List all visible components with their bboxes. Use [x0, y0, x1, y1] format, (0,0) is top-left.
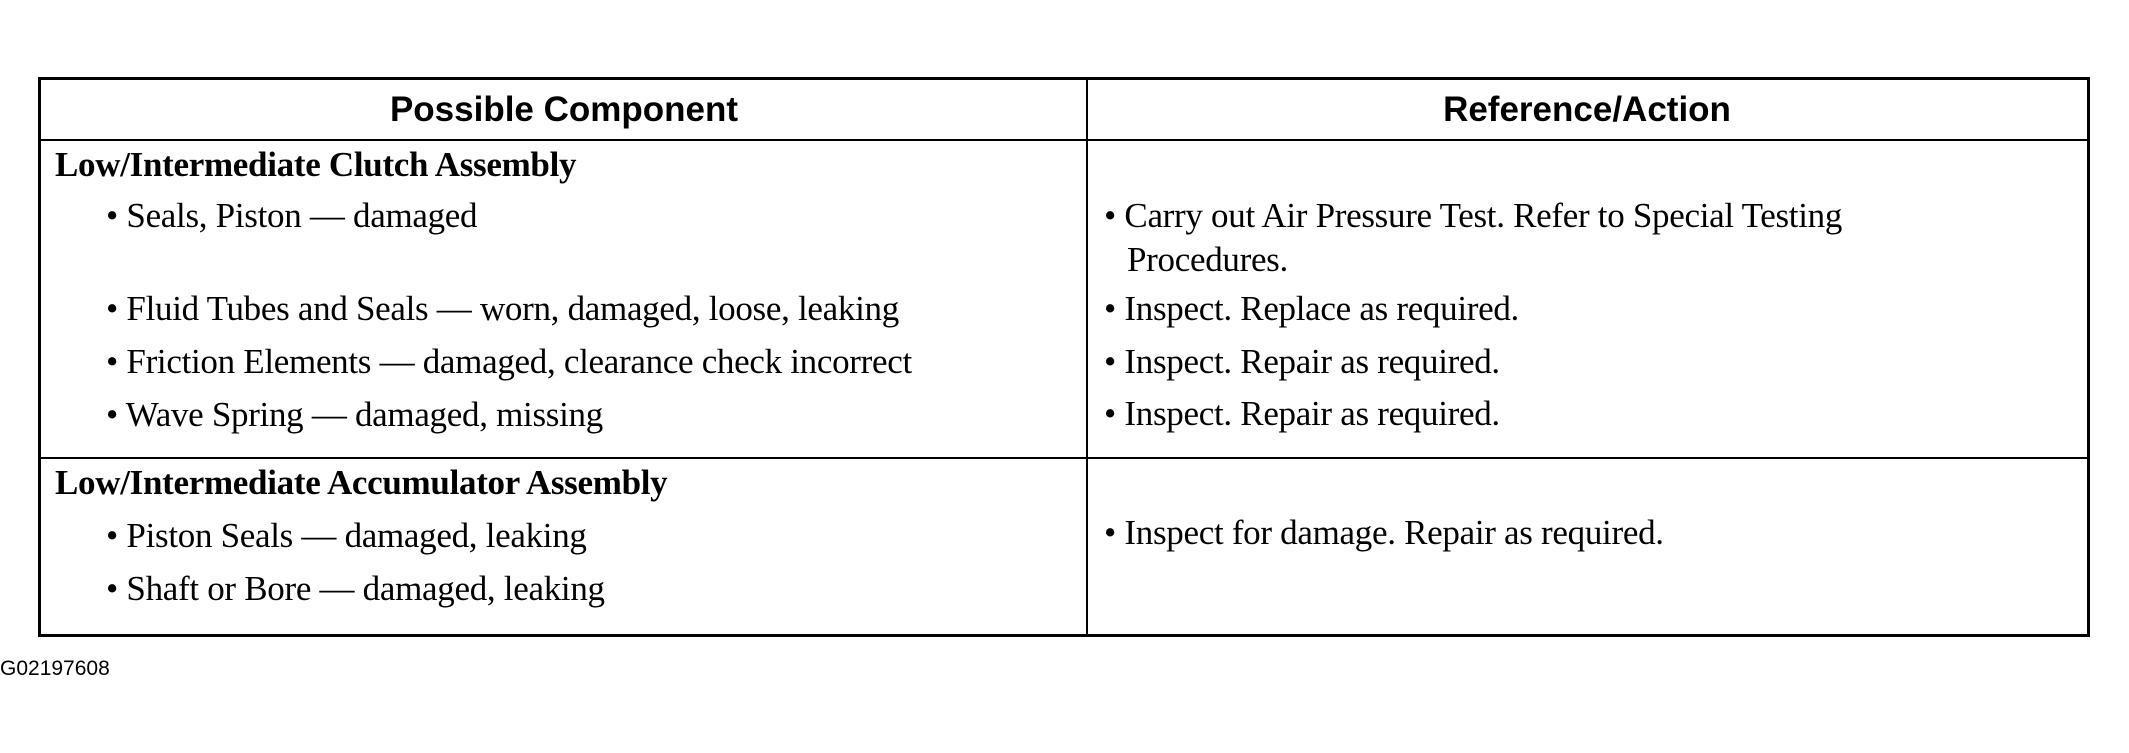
table-row-clutch-assembly [41, 141, 2087, 459]
action-item: • Inspect. Repair as required. [1104, 394, 1500, 433]
component-item: • Friction Elements — damaged, clearance check incorrect [106, 342, 912, 381]
group-title-accumulator-assembly: Low/Intermediate Accumulator Assembly [55, 463, 668, 502]
header-reference-action: Reference/Action [1443, 89, 1731, 129]
table-header-row [41, 80, 2087, 141]
table-row-accumulator-assembly [41, 459, 2087, 634]
figure-id: G02197608 [0, 657, 110, 680]
component-item: • Piston Seals — damaged, leaking [106, 516, 587, 555]
column-divider [1086, 80, 1088, 634]
component-item: • Shaft or Bore — damaged, leaking [106, 569, 605, 608]
action-item: • Inspect for damage. Repair as required. [1104, 513, 1664, 552]
header-possible-component: Possible Component [389, 89, 739, 129]
action-item: • Carry out Air Pressure Test. Refer to Special Testing [1104, 196, 1843, 235]
component-item: • Seals, Piston — damaged [106, 196, 478, 235]
action-item: • Inspect. Replace as required. [1104, 289, 1519, 328]
action-item: • Inspect. Repair as required. [1104, 342, 1500, 381]
action-item-continuation: Procedures. [1127, 240, 1288, 279]
component-item: • Fluid Tubes and Seals — worn, damaged, loose, leaking [106, 289, 899, 328]
diagnostic-table [38, 77, 2090, 637]
group-title-clutch-assembly: Low/Intermediate Clutch Assembly [55, 145, 577, 184]
component-item: • Wave Spring — damaged, missing [106, 395, 603, 434]
